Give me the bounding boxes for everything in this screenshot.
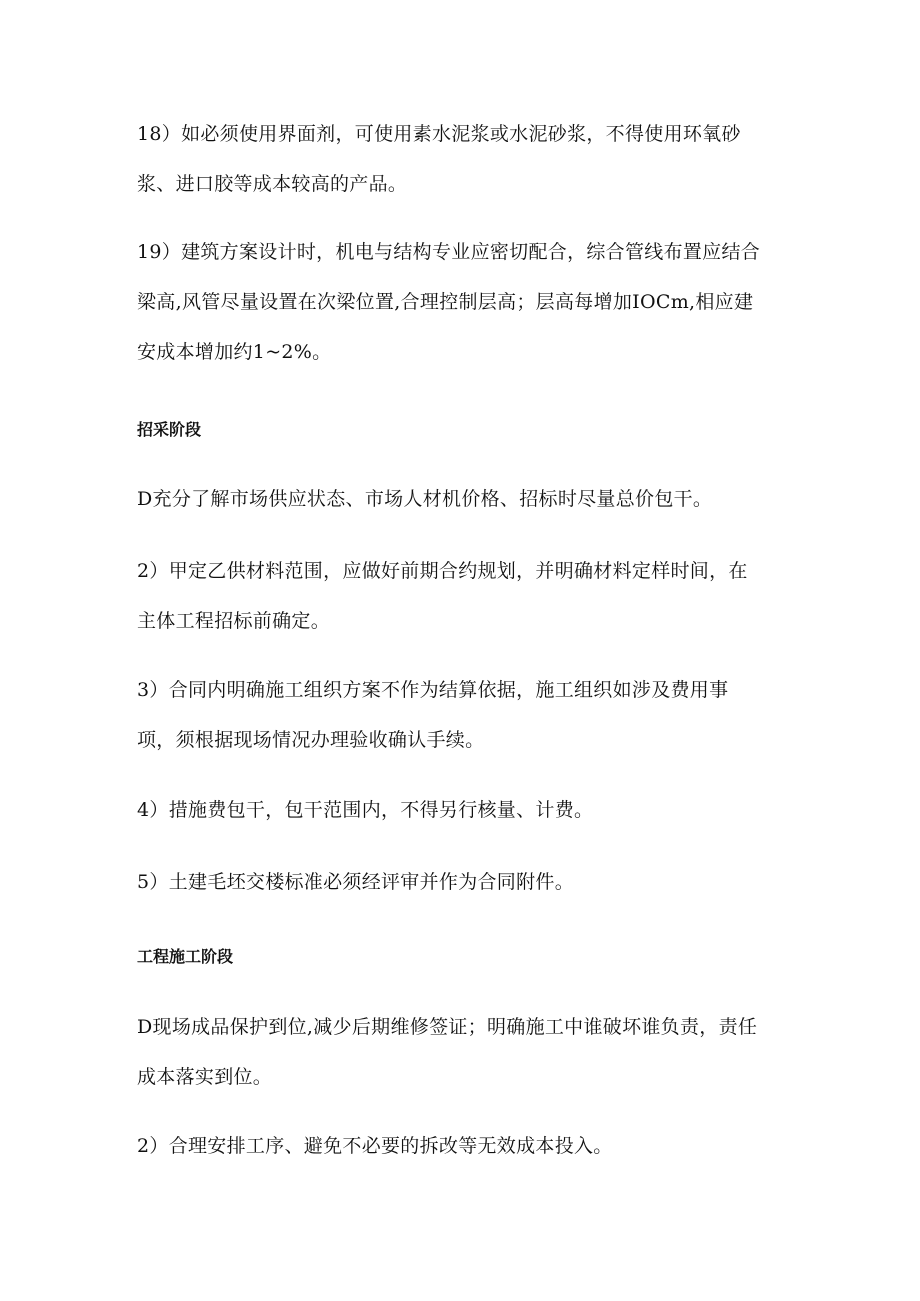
procurement-item-3 xyxy=(137,665,797,765)
construction-item-2 xyxy=(137,1121,797,1171)
paragraph-line: 4）措施费包干，包干范围内，不得另行核量、计费。 xyxy=(137,799,594,821)
section-heading-construction: 工程施工阶段 xyxy=(137,947,234,966)
paragraph-19 xyxy=(137,227,797,377)
paragraph-line: 安成本增加约1~2%。 xyxy=(137,341,332,363)
paragraph-line: 浆、进口胶等成本较高的产品。 xyxy=(137,173,408,195)
paragraph-18 xyxy=(137,109,797,209)
paragraph-line: 2）甲定乙供材料范围，应做好前期合约规划，并明确材料定样时间，在 xyxy=(137,560,748,582)
section-heading-procurement: 招采阶段 xyxy=(137,420,202,439)
paragraph-line: 项，须根据现场情况办理验收确认手续。 xyxy=(137,729,485,751)
paragraph-line: 5）土建毛坯交楼标准必须经评审并作为合同附件。 xyxy=(137,871,574,893)
construction-item-1 xyxy=(137,1002,797,1102)
procurement-item-1 xyxy=(137,474,797,524)
paragraph-line: D充分了解市场供应状态、市场人材机价格、招标时尽量总价包干。 xyxy=(137,488,713,510)
paragraph-line: 梁高,风管尽量设置在次梁位置,合理控制层高；层高每增加IOCm,相应建 xyxy=(137,291,754,313)
paragraph-line: 主体工程招标前确定。 xyxy=(137,610,331,632)
procurement-item-5 xyxy=(137,857,797,907)
procurement-item-2 xyxy=(137,546,797,646)
paragraph-line: 3）合同内明确施工组织方案不作为结算依据，施工组织如涉及费用事 xyxy=(137,679,729,701)
paragraph-line: 2）合理安排工序、避免不必要的拆改等无效成本投入。 xyxy=(137,1135,613,1157)
paragraph-line: 19）建筑方案设计时，机电与结构专业应密切配合，综合管线布置应结合 xyxy=(137,241,761,263)
procurement-item-4 xyxy=(137,785,797,835)
paragraph-line: D现场成品保护到位,减少后期维修签证；明确施工中谁破坏谁负责，责任 xyxy=(137,1016,758,1038)
paragraph-line: 成本落实到位。 xyxy=(137,1066,273,1088)
paragraph-line: 18）如必须使用界面剂，可使用素水泥浆或水泥砂浆，不得使用环氧砂 xyxy=(137,123,741,145)
